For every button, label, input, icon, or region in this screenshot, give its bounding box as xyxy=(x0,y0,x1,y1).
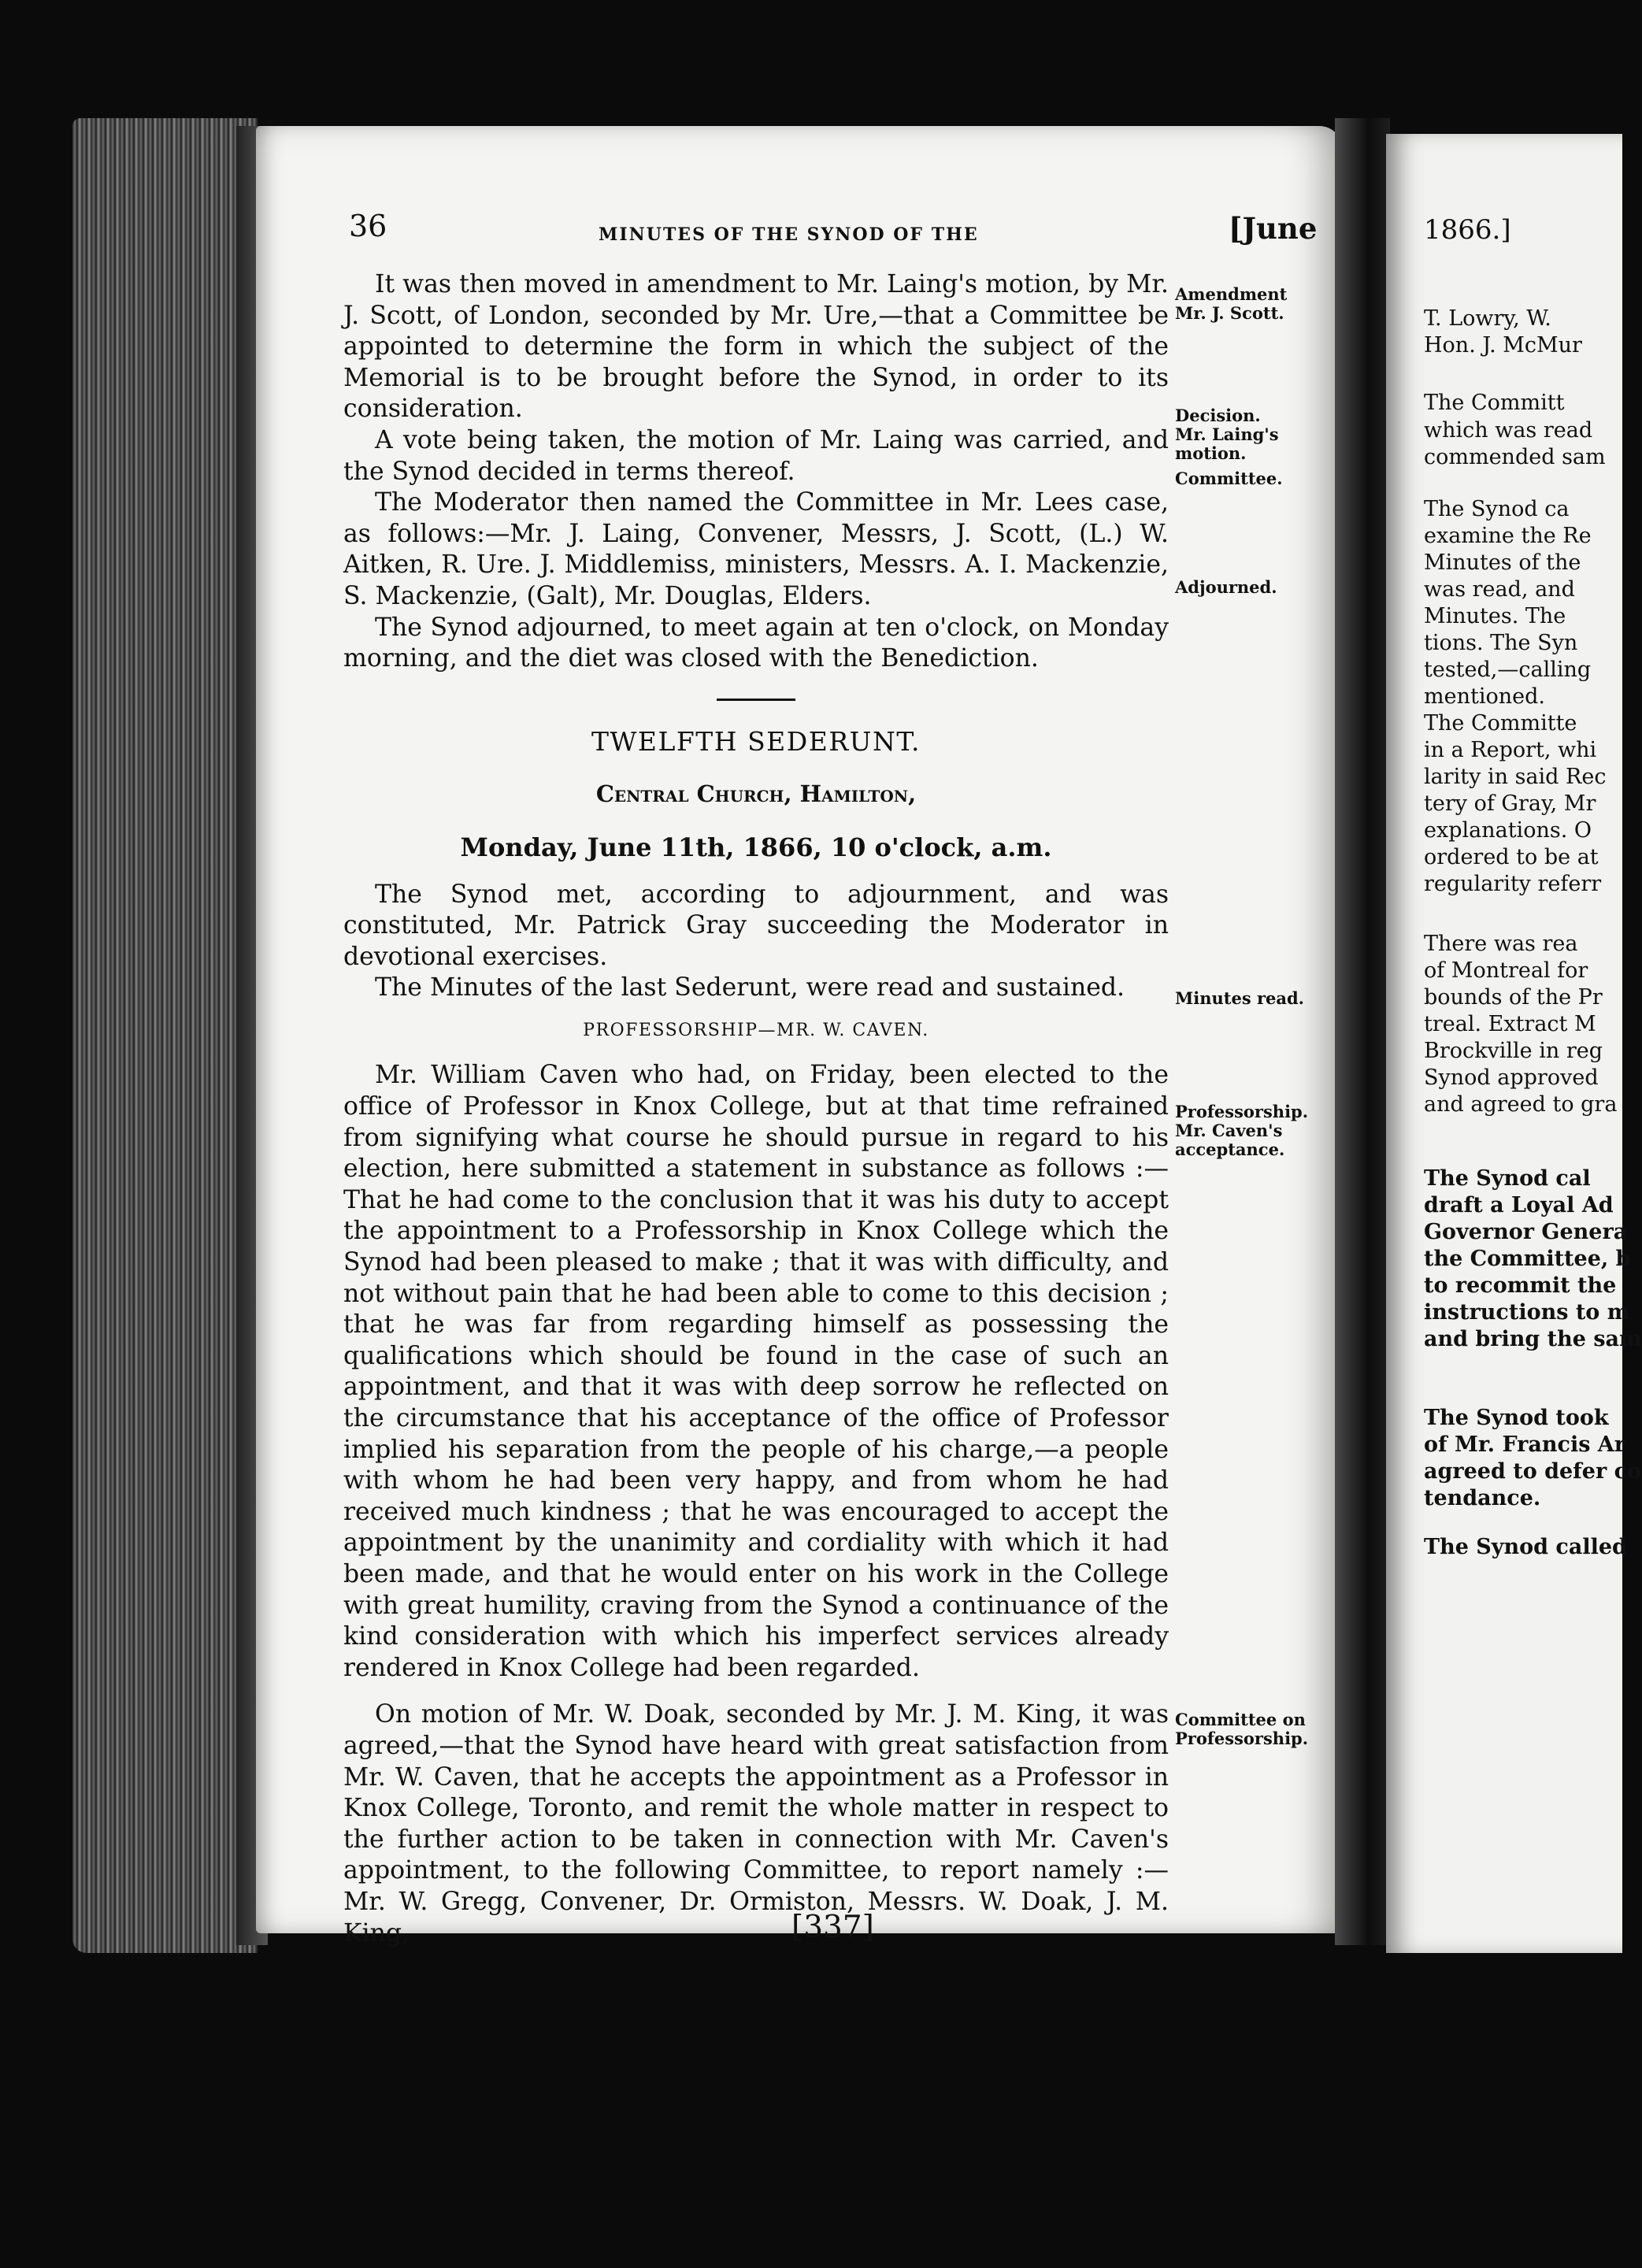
facing-page-line: regularity referr xyxy=(1424,872,1602,896)
facing-page-line: was read, and xyxy=(1424,577,1575,602)
facing-page-line: draft a Loyal Ad xyxy=(1424,1193,1614,1217)
facing-page-line: Minutes of the xyxy=(1424,550,1581,575)
facing-page-line: Governor Genera xyxy=(1424,1220,1628,1244)
facing-page-line: There was rea xyxy=(1424,932,1578,956)
facing-page-line: in a Report, whi xyxy=(1424,738,1597,762)
paragraph-amendment: It was then moved in amendment to Mr. Laing's motion, by Mr. J. Scott, of London, seconded by Mr. Ure,—that a Committee be appointed to determine the form in which the subject of the Memorial is to be brought before the Synod, in order to its consideration. xyxy=(343,270,1169,424)
facing-page-line: The Synod ca xyxy=(1424,497,1570,521)
paragraph-vote: A vote being taken, the motion of Mr. Laing was carried, and the Synod decided in terms thereof. xyxy=(343,425,1169,486)
facing-page-line: and bring the sam xyxy=(1424,1327,1642,1351)
page-body xyxy=(343,269,1169,1949)
facing-page-line: agreed to defer co xyxy=(1424,1459,1642,1484)
running-head-month: [June xyxy=(1229,211,1318,246)
facing-page-line: examine the Re xyxy=(1424,524,1592,548)
facing-page-line: which was read xyxy=(1424,418,1593,443)
running-head: MINUTES OF THE SYNOD OF THE xyxy=(599,224,979,245)
sederunt-heading: TWELFTH SEDERUNT. xyxy=(591,725,921,757)
facing-page-line: tendance. xyxy=(1424,1486,1541,1510)
facing-page-line: of Montreal for xyxy=(1424,958,1588,983)
margin-note-amendment: Amendment Mr. J. Scott. xyxy=(1175,284,1288,323)
facing-page-line: treal. Extract M xyxy=(1424,1012,1596,1036)
signature-mark: [337] xyxy=(791,1910,874,1945)
facing-page-line: to recommit the xyxy=(1424,1273,1617,1298)
margin-note-decision: Decision. Mr. Laing's motion. xyxy=(1175,406,1279,463)
page-number: 36 xyxy=(349,209,387,243)
book-page-edges xyxy=(72,118,258,1953)
paragraph-doak-motion: On motion of Mr. W. Doak, seconded by Mr. J. M. King, it was agreed,—that the Synod have heard with great satisfaction from Mr. W. Caven, that he accepts the appointment as a Professor in Knox College, Toronto, and remit the whole matter in respect to the further action to be taken in connection with Mr. Caven's appointment, to the following Committee, to report namely :—Mr. W. Gregg, Convener, Dr. Ormiston, Messrs. W. Doak, J. M. King, xyxy=(343,1700,1169,1947)
facing-page-line: T. Lowry, W. xyxy=(1424,306,1551,331)
book-gutter xyxy=(1335,118,1390,1945)
facing-page-line: commended sam xyxy=(1424,445,1606,469)
facing-page-line: The Committe xyxy=(1424,711,1577,736)
facing-page-line: The Committ xyxy=(1424,391,1565,415)
paragraph-adjourned: The Synod adjourned, to meet again at ten o'clock, on Monday morning, and the diet was closed with the Benediction. xyxy=(343,613,1169,673)
facing-page-line: tions. The Syn xyxy=(1424,631,1578,655)
facing-page-line: larity in said Rec xyxy=(1424,765,1607,789)
margin-note-committee: Committee. xyxy=(1175,469,1283,488)
paragraph-minutes: The Minutes of the last Sederunt, were read and sustained. xyxy=(375,973,1125,1002)
facing-page-line: bounds of the Pr xyxy=(1424,985,1603,1010)
facing-page-line: Hon. J. McMur xyxy=(1424,333,1582,358)
facing-page-line: Brockville in reg xyxy=(1424,1039,1603,1063)
facing-page-line: tery of Gray, Mr xyxy=(1424,791,1596,816)
facing-page-line: of Mr. Francis Ar xyxy=(1424,1432,1625,1457)
facing-page-line: and agreed to gra xyxy=(1424,1092,1618,1117)
facing-page-line: ordered to be at xyxy=(1424,845,1599,869)
paragraph-committee: The Moderator then named the Committee in Mr. Lees case, as follows:—Mr. J. Laing, Convener, Messrs, J. Scott, (L.) W. Aitken, R. Ure. J. Middlemiss, ministers, Messrs. A. I. Mackenzie, S. Mackenzie, (Galt), Mr. Douglas, Elders. xyxy=(343,488,1169,610)
margin-note-committee-professorship: Committee on Professorship. xyxy=(1175,1710,1309,1748)
professorship-heading: PROFESSORSHIP—MR. W. CAVEN. xyxy=(583,1020,929,1040)
facing-page-line: Minutes. The xyxy=(1424,604,1566,628)
section-divider xyxy=(717,699,795,701)
facing-page-line: The Synod took xyxy=(1424,1406,1609,1430)
margin-note-adjourned: Adjourned. xyxy=(1175,577,1277,597)
facing-page-line: Synod approved xyxy=(1424,1065,1599,1090)
paragraph-caven-statement: Mr. William Caven who had, on Friday, been elected to the office of Professor in Knox College, but at that time refrained from signifying what course he should pursue in regard to his election, here submitted a statement in substance as follows :—That he had come to the conclusion that it was his duty to accept the appointment to a Professorship in Knox College which the Synod had been pleased to make ; that it was with difficulty, and not without pain that he had been able to come to this decision ; that he was far from regarding himself as possessing the qualifications which should be found in the case of such an appointment, and that it was with deep sorrow he reflected on the circumstance that his acceptance of the office of Professor implied his separation from the people of his charge,—a people with whom he had been very happy, and from whom he had received much kindness ; that he was encouraged to accept the appointment by the unanimity and cordiality with which it had been made, and that he would enter on his work in the College with great humility, craving from the Synod a continuance of the kind consideration with which his imperfect services already rendered in Knox College had been regarded. xyxy=(343,1061,1169,1682)
margin-note-professorship: Professorship. Mr. Caven's acceptance. xyxy=(1175,1102,1309,1159)
facing-page-line: the Committee, b xyxy=(1424,1247,1631,1271)
paragraph-synod-met: The Synod met, according to adjournment, and was constituted, Mr. Patrick Gray succeeding the Moderator in devotional exercises. xyxy=(343,880,1169,971)
facing-page-line: tested,—calling xyxy=(1424,658,1592,682)
date-heading: Monday, June 11th, 1866, 10 o'clock, a.m. xyxy=(460,832,1052,862)
facing-page-line: The Synod called xyxy=(1424,1535,1627,1559)
facing-page-line: instructions to m xyxy=(1424,1300,1630,1325)
margin-note-minutes-read: Minutes read. xyxy=(1175,988,1304,1008)
facing-page-line: The Synod cal xyxy=(1424,1166,1591,1191)
facing-page xyxy=(1386,134,1642,1953)
facing-page-year: 1866.] xyxy=(1424,214,1511,246)
church-heading: Central Church, Hamilton, xyxy=(595,780,917,808)
facing-page-line: mentioned. xyxy=(1424,684,1545,709)
facing-page-line: explanations. O xyxy=(1424,818,1592,843)
